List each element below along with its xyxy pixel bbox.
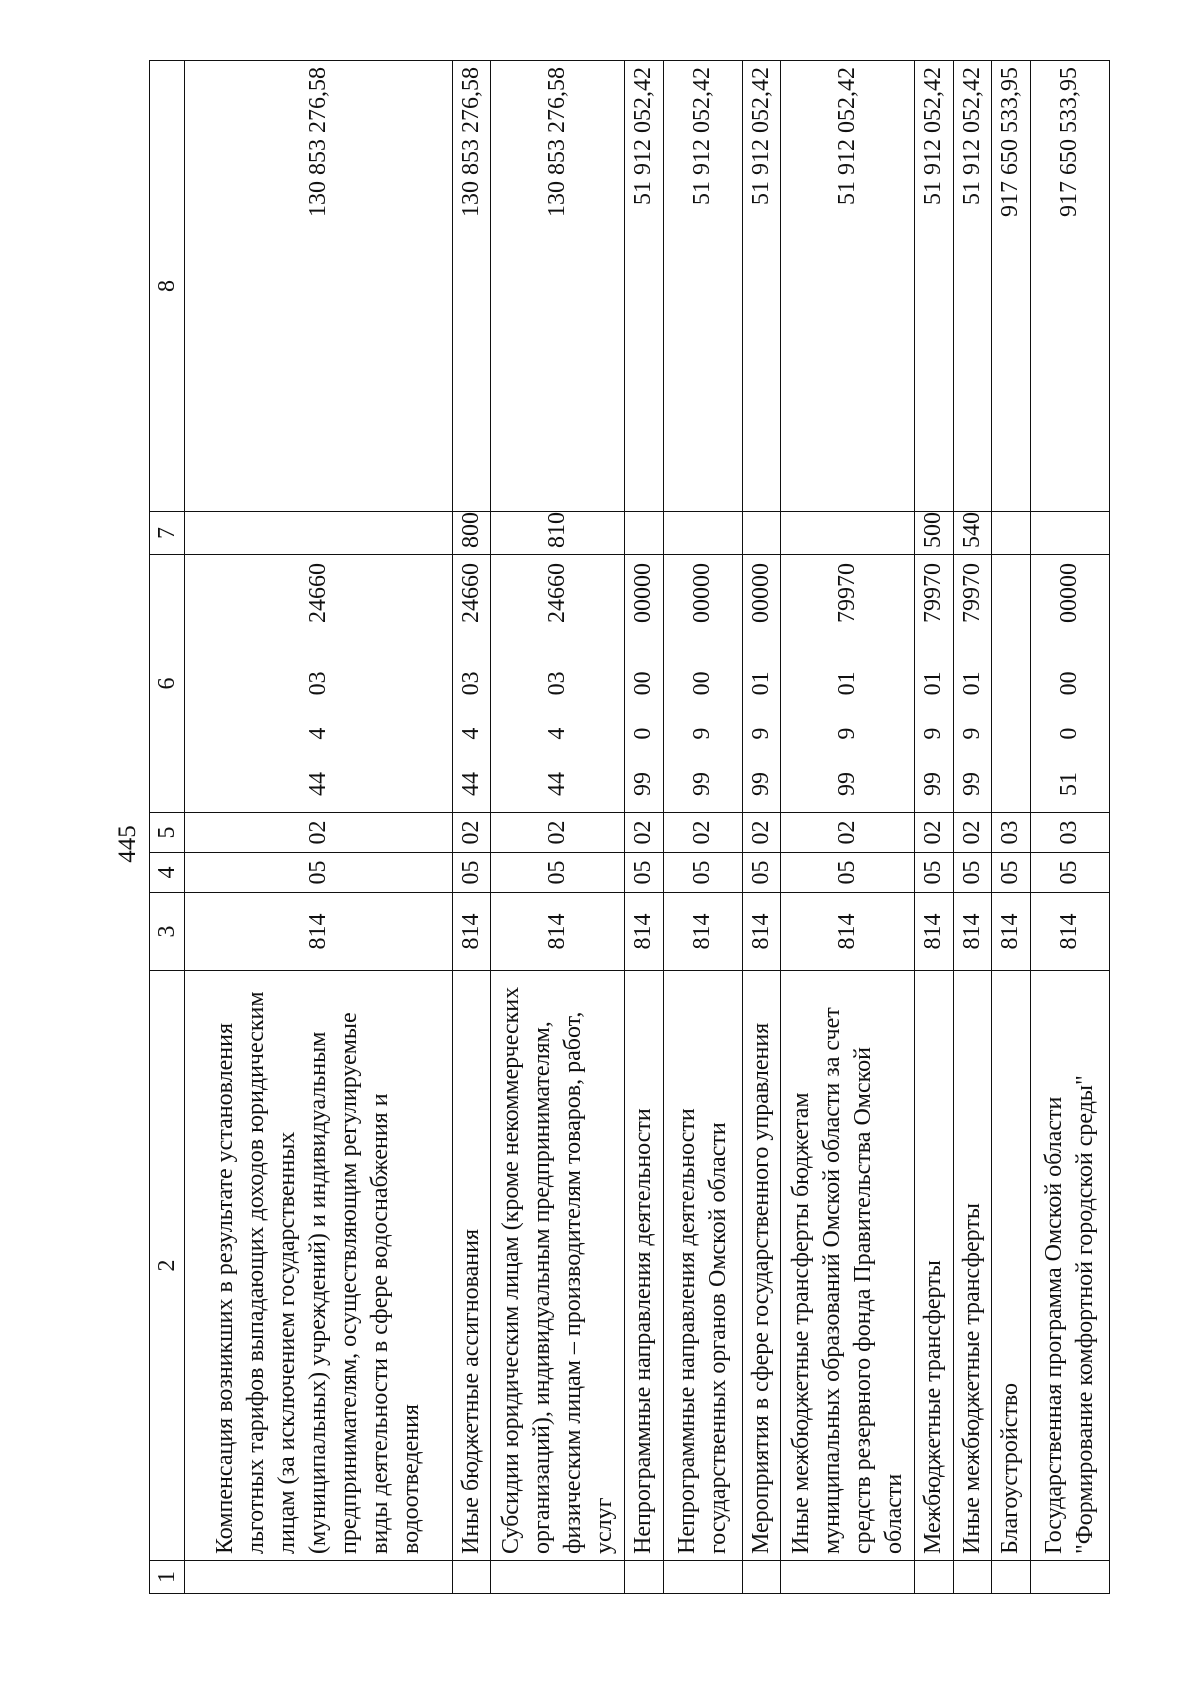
row-name-cell: Непрограммные направления деятельности: [624, 971, 663, 1561]
amount-cell: 130 853 276,58: [452, 61, 491, 512]
expense-type-code-cell: [992, 512, 1031, 555]
table-row: [491, 61, 625, 1594]
table-row: [781, 61, 915, 1594]
target-article-part-4: 24660: [457, 563, 484, 624]
grbs-code-cell: 814: [663, 893, 742, 971]
target-article-part-4: 00000: [1056, 563, 1083, 624]
target-article-part-1: 99: [689, 772, 716, 796]
section-code-cell: 05: [663, 853, 742, 893]
target-article-part-3: 01: [958, 671, 985, 696]
row-name-cell: Иные межбюджетные трансферты: [953, 971, 992, 1561]
row-name-cell: Субсидии юридическим лицам (кроме некоммерческих организаций), индивидуальным предпринимателям, физическим лицам – производителям товаров, работ, услуг: [491, 971, 625, 1561]
target-article-code: [542, 561, 573, 806]
target-article-code: [1054, 561, 1085, 806]
target-article-code: [746, 561, 777, 806]
expense-type-code-cell: [663, 512, 742, 555]
target-article-part-4: 00000: [748, 563, 774, 624]
section-code-cell: 05: [953, 853, 992, 893]
target-article-code-cell: [992, 555, 1031, 813]
target-article-code: [957, 561, 988, 806]
target-article-part-3: 00: [630, 671, 657, 696]
target-article-part-1: 99: [748, 772, 774, 796]
target-article-code-cell: [742, 555, 781, 813]
table-row: [624, 61, 663, 1594]
row-name-cell: Благоустройство: [992, 971, 1031, 1561]
header-cell-2: 2: [150, 971, 185, 1561]
subsection-code-cell: 02: [781, 813, 915, 853]
target-article-code: [628, 561, 659, 806]
target-article-part-4: 24660: [544, 563, 571, 624]
section-code-cell: 05: [742, 853, 781, 893]
target-article-code: [456, 561, 487, 806]
row-index-cell: [915, 1561, 954, 1594]
grbs-code-cell: 814: [452, 893, 491, 971]
target-article-code: [832, 561, 863, 806]
amount-cell: 917 650 533,95: [1030, 61, 1109, 512]
target-article-part-4: 79970: [920, 563, 947, 624]
target-article-part-4: 00000: [630, 563, 657, 624]
row-index-cell: [781, 1561, 915, 1594]
section-code-cell: 05: [1030, 853, 1109, 893]
subsection-code-cell: 02: [663, 813, 742, 853]
expense-type-code-cell: 810: [491, 512, 625, 555]
header-cell-8: 8: [150, 61, 185, 512]
expense-type-code-cell: [624, 512, 663, 555]
target-article-code-cell: [185, 555, 453, 813]
target-article-part-3: 03: [304, 671, 331, 696]
expense-type-code-cell: 800: [452, 512, 491, 555]
target-article-part-2: 9: [689, 727, 716, 740]
target-article-part-4: 79970: [958, 563, 985, 624]
table-body: [185, 61, 1110, 1594]
table-row: [953, 61, 992, 1594]
target-article-part-3: 00: [1056, 671, 1083, 696]
subsection-code-cell: 02: [953, 813, 992, 853]
header-cell-3: 3: [150, 893, 185, 971]
header-cell-4: 4: [150, 853, 185, 893]
section-code-cell: 05: [491, 853, 625, 893]
row-index-cell: [992, 1561, 1031, 1594]
grbs-code-cell: 814: [915, 893, 954, 971]
target-article-part-3: 03: [544, 671, 571, 696]
amount-cell: 917 650 533,95: [992, 61, 1031, 512]
header-row: [150, 61, 185, 1594]
subsection-code-cell: 02: [452, 813, 491, 853]
row-index-cell: [624, 1561, 663, 1594]
target-article-part-3: 01: [834, 671, 861, 696]
target-article-part-4: 79970: [834, 563, 861, 624]
target-article-part-1: 99: [834, 772, 861, 796]
target-article-part-1: 51: [1056, 772, 1083, 796]
table-header: [150, 61, 185, 1594]
budget-table: [149, 60, 1110, 1594]
target-article-part-3: 03: [457, 671, 484, 696]
subsection-code-cell: 02: [185, 813, 453, 853]
target-article-code-cell: [781, 555, 915, 813]
row-name-cell: Иные бюджетные ассигнования: [452, 971, 491, 1561]
grbs-code-cell: 814: [781, 893, 915, 971]
section-code-cell: 05: [452, 853, 491, 893]
grbs-code-cell: 814: [624, 893, 663, 971]
header-cell-5: 5: [150, 813, 185, 853]
target-article-part-2: 9: [958, 727, 985, 740]
expense-type-code-cell: [1030, 512, 1109, 555]
target-article-code-cell: [663, 555, 742, 813]
table-row: [185, 61, 453, 1594]
target-article-part-2: 0: [630, 727, 657, 740]
expense-type-code-cell: 540: [953, 512, 992, 555]
row-name-cell: Межбюджетные трансферты: [915, 971, 954, 1561]
subsection-code-cell: 02: [742, 813, 781, 853]
target-article-code: [687, 561, 718, 806]
row-index-cell: [1030, 1561, 1109, 1594]
target-article-part-1: 44: [457, 772, 484, 796]
header-cell-1: 1: [150, 1561, 185, 1594]
section-code-cell: 05: [781, 853, 915, 893]
target-article-code: [303, 561, 334, 806]
target-article-code-cell: [953, 555, 992, 813]
target-article-part-2: 4: [304, 727, 331, 740]
target-article-part-1: 44: [304, 772, 331, 796]
row-name-cell: Непрограммные направления деятельности государственных органов Омской области: [663, 971, 742, 1561]
target-article-part-3: 01: [920, 671, 947, 696]
target-article-part-4: 00000: [689, 563, 716, 624]
grbs-code-cell: 814: [491, 893, 625, 971]
section-code-cell: 05: [624, 853, 663, 893]
table-row: [915, 61, 954, 1594]
subsection-code-cell: 03: [1030, 813, 1109, 853]
grbs-code-cell: 814: [185, 893, 453, 971]
amount-cell: 130 853 276,58: [491, 61, 625, 512]
grbs-code-cell: 814: [742, 893, 781, 971]
expense-type-code-cell: [742, 512, 781, 555]
section-code-cell: 05: [915, 853, 954, 893]
target-article-code-cell: [1030, 555, 1109, 813]
row-index-cell: [953, 1561, 992, 1594]
section-code-cell: 05: [992, 853, 1031, 893]
target-article-code-cell: [624, 555, 663, 813]
expense-type-code-cell: 500: [915, 512, 954, 555]
grbs-code-cell: 814: [953, 893, 992, 971]
amount-cell: 51 912 052,42: [742, 61, 781, 512]
subsection-code-cell: 02: [491, 813, 625, 853]
subsection-code-cell: 02: [624, 813, 663, 853]
target-article-part-2: 9: [920, 727, 947, 740]
amount-cell: 51 912 052,42: [781, 61, 915, 512]
row-index-cell: [452, 1561, 491, 1594]
amount-cell: 130 853 276,58: [185, 61, 453, 512]
target-article-part-1: 99: [920, 772, 947, 796]
target-article-part-2: 4: [544, 727, 571, 740]
target-article-part-2: 9: [834, 727, 861, 740]
table-row: [452, 61, 491, 1594]
target-article-code-cell: [915, 555, 954, 813]
target-article-code-cell: [452, 555, 491, 813]
target-article-part-1: 44: [544, 772, 571, 796]
target-article-part-2: 0: [1056, 727, 1083, 740]
target-article-part-2: 4: [457, 727, 484, 740]
amount-cell: 51 912 052,42: [624, 61, 663, 512]
amount-cell: 51 912 052,42: [915, 61, 954, 512]
table-row: [992, 61, 1031, 1594]
expense-type-code-cell: [185, 512, 453, 555]
target-article-part-3: 00: [689, 671, 716, 696]
grbs-code-cell: 814: [1030, 893, 1109, 971]
target-article-part-3: 01: [748, 671, 774, 696]
target-article-part-4: 24660: [304, 563, 331, 624]
row-index-cell: [491, 1561, 625, 1594]
subsection-code-cell: 02: [915, 813, 954, 853]
grbs-code-cell: 814: [992, 893, 1031, 971]
row-index-cell: [185, 1561, 453, 1594]
table-row: [1030, 61, 1109, 1594]
page-number: 445: [114, 825, 141, 863]
header-cell-6: 6: [150, 555, 185, 813]
target-article-part-1: 99: [630, 772, 657, 796]
section-code-cell: 05: [185, 853, 453, 893]
header-cell-7: 7: [150, 512, 185, 555]
target-article-part-1: 99: [958, 772, 985, 796]
expense-type-code-cell: [781, 512, 915, 555]
amount-cell: 51 912 052,42: [663, 61, 742, 512]
rotated-table-container: [149, 61, 1110, 1594]
row-name-cell: Компенсация возникших в результате установления льготных тарифов выпадающих доходов юридическим лицам (за исключением государственных (муниципальных) учреждений) и индивидуальным предпринимателям, осуществляющим регулируемые виды деятельности в сфере водоснабжения и водоотведения: [185, 971, 453, 1561]
amount-cell: 51 912 052,42: [953, 61, 992, 512]
target-article-code: [918, 561, 949, 806]
subsection-code-cell: 03: [992, 813, 1031, 853]
row-name-cell: Иные межбюджетные трансферты бюджетам муниципальных образований Омской области за счет средств резервного фонда Правительства Омской области: [781, 971, 915, 1561]
row-name-cell: Государственная программа Омской области "Формирование комфортной городской среды": [1030, 971, 1109, 1561]
target-article-part-2: 9: [748, 727, 774, 740]
table-row: [663, 61, 742, 1594]
row-index-cell: [663, 1561, 742, 1594]
table-row: [742, 61, 781, 1594]
row-name-cell: Мероприятия в сфере государственного управления: [742, 971, 781, 1561]
target-article-code-cell: [491, 555, 625, 813]
row-index-cell: [742, 1561, 781, 1594]
